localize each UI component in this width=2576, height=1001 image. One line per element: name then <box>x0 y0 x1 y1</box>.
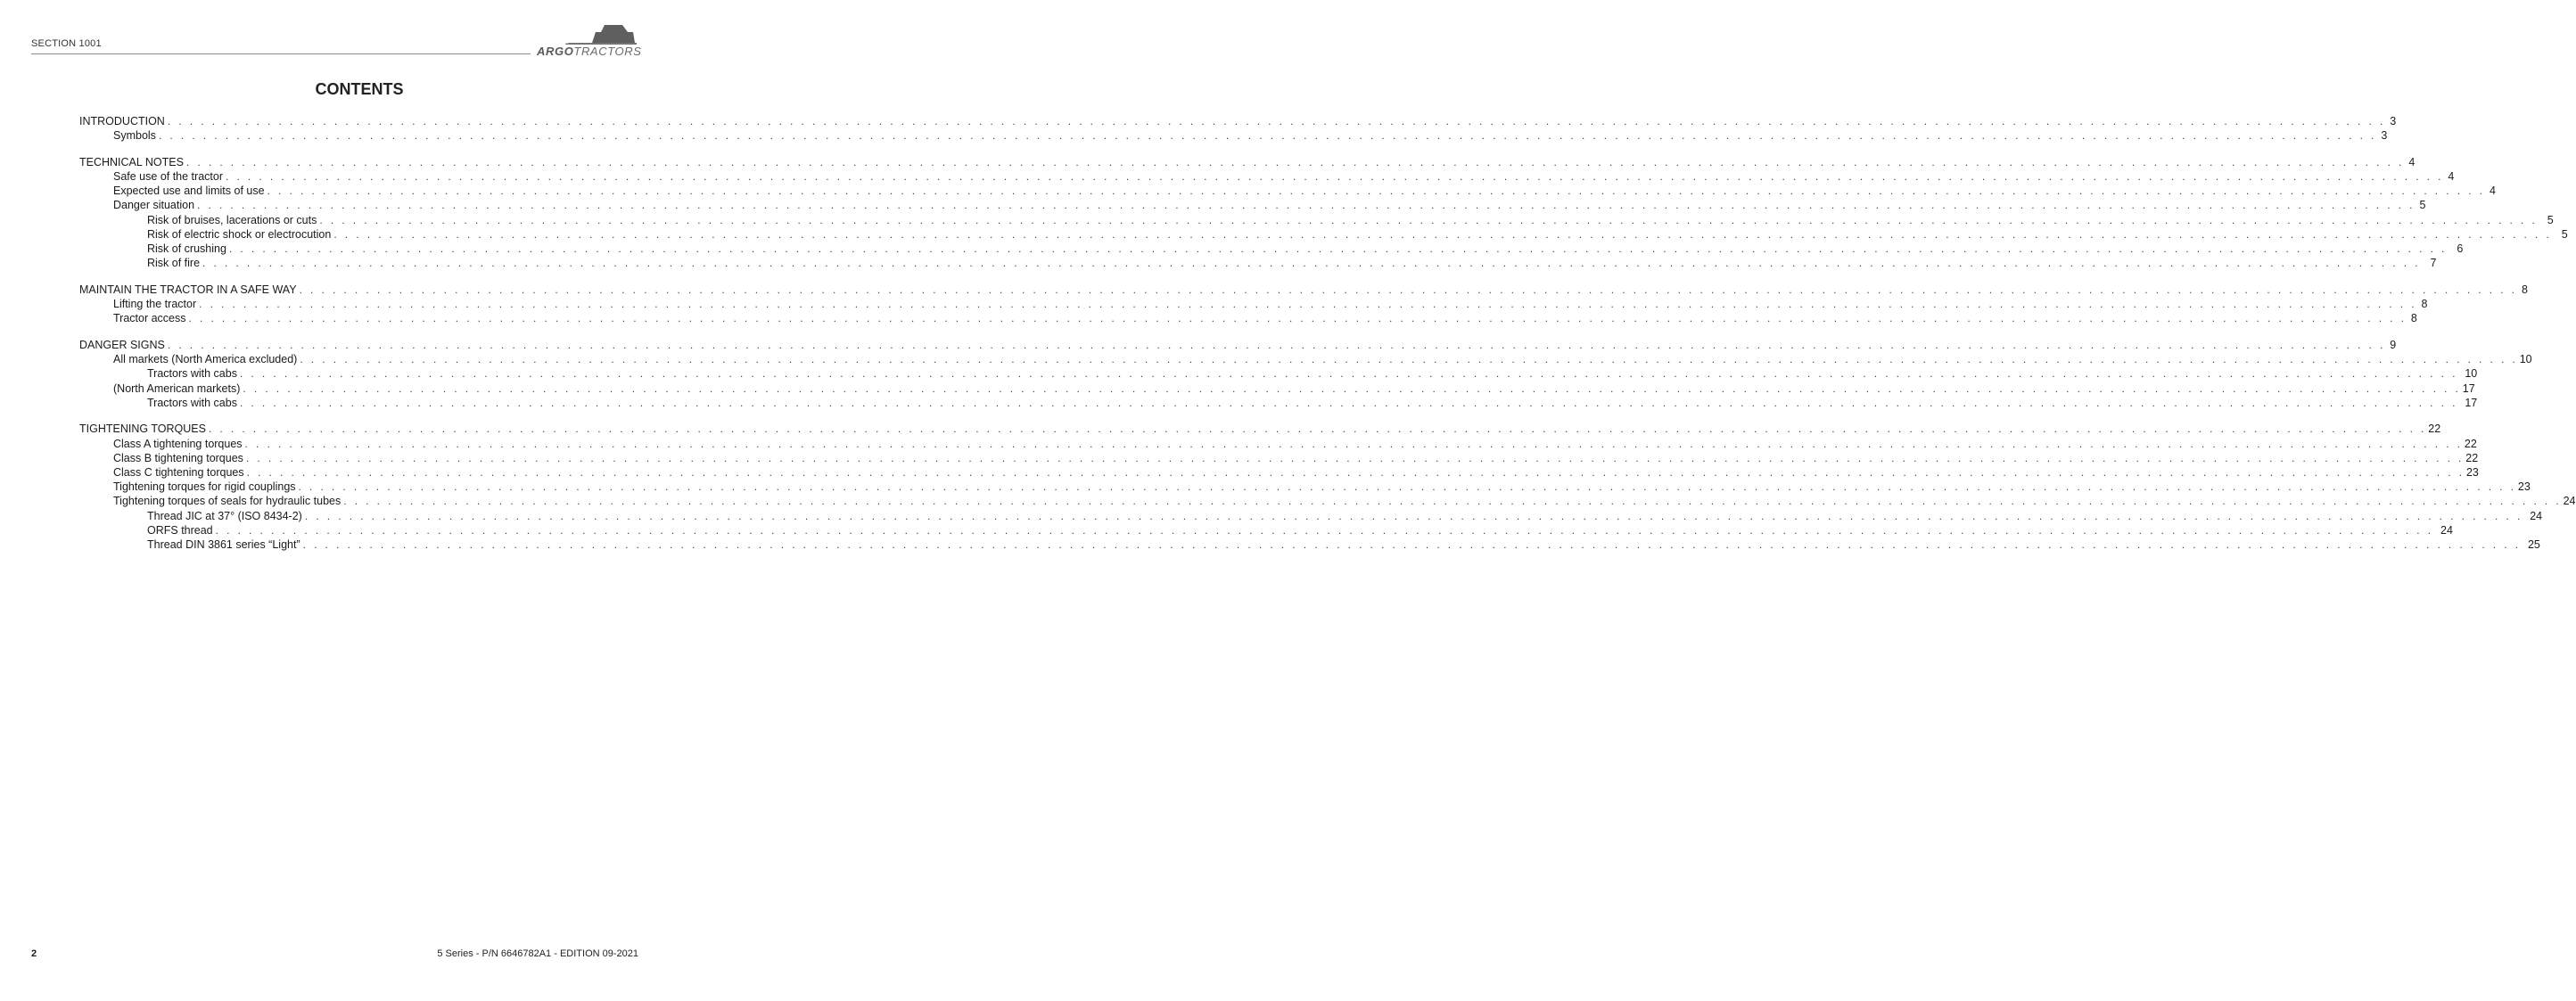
toc-dot-leader: . . . . . . . . . . . . . . . . . . . . . . . . . . . . . . . . . . . . . . . . . . . . . . . . . . . . . . . . . . . . . . . . . . . . . . . . . . . . . . . . . . . . . . . . . . . . . . . . . . . . . . . . . . . . . . . . . . . . . . . . . . . . . . . . . . . . . . . . . . . . . . . . . . . . . . . . . . . . . . . . . . . . . . . . . . . . . . . . . . . . . . . . . . . . . . . . . . . . . . . . <box>167 338 2386 351</box>
toc-dot-leader: . . . . . . . . . . . . . . . . . . . . . . . . . . . . . . . . . . . . . . . . . . . . . . . . . . . . . . . . . . . . . . . . . . . . . . . . . . . . . . . . . . . . . . . . . . . . . . . . . . . . . . . . . . . . . . . . . . . . . . . . . . . . . . . . . . . . . . . . . . . . . . . . . . . . . . . . . . . . . . . . . . . . . . . . . . . . . . . . . . . . . . . . . . . . . . . . . . . . . . . . <box>343 495 2562 508</box>
toc-page-number: 17 <box>2465 396 2478 409</box>
toc-page-number: 22 <box>2428 423 2441 436</box>
toc-entry[interactable] <box>79 465 2479 480</box>
toc-entry[interactable] <box>79 311 2417 325</box>
toc-dot-leader: . . . . . . . . . . . . . . . . . . . . . . . . . . . . . . . . . . . . . . . . . . . . . . . . . . . . . . . . . . . . . . . . . . . . . . . . . . . . . . . . . . . . . . . . . . . . . . . . . . . . . . . . . . . . . . . . . . . . . . . . . . . . . . . . . . . . . . . . . . . . . . . . . . . . . . . . . . . . . . . . . . . . . . . . . . . . . . . . . . . . . . . . . . . . . . . . . . . . . . . . <box>208 423 2427 436</box>
toc-entry-title: (North American markets) <box>113 382 241 395</box>
toc-entry[interactable] <box>79 227 2568 242</box>
page-title: CONTENTS <box>315 80 404 98</box>
table-of-contents <box>79 114 2576 552</box>
toc-page-number: 8 <box>2521 283 2528 296</box>
toc-entry-title: Lifting the tractor <box>113 298 197 311</box>
toc-dot-leader: . . . . . . . . . . . . . . . . . . . . . . . . . . . . . . . . . . . . . . . . . . . . . . . . . . . . . . . . . . . . . . . . . . . . . . . . . . . . . . . . . . . . . . . . . . . . . . . . . . . . . . . . . . . . . . . . . . . . . . . . . . . . . . . . . . . . . . . . . . . . . . . . . . . . . . . . . . . . . . . . . . . . . . . . . . . . . . . . . . . . . . . . . . . . . . . . . . . . . . . . <box>158 129 2377 143</box>
toc-page-number: 6 <box>2457 242 2464 255</box>
toc-entry[interactable] <box>79 198 2426 212</box>
toc-entry-title: Thread DIN 3861 series “Light” <box>147 537 300 551</box>
toc-page-number: 3 <box>2390 115 2397 127</box>
toc-entry[interactable] <box>79 213 2554 227</box>
toc-page-number: 9 <box>2390 338 2397 351</box>
toc-dot-leader: . . . . . . . . . . . . . . . . . . . . . . . . . . . . . . . . . . . . . . . . . . . . . . . . . . . . . . . . . . . . . . . . . . . . . . . . . . . . . . . . . . . . . . . . . . . . . . . . . . . . . . . . . . . . . . . . . . . . . . . . . . . . . . . . . . . . . . . . . . . . . . . . . . . . . . . . . . . . . . . . . . . . . . . . . . . . . . . . . . . . . . . . . . . . . . . . . . . . . . . . <box>188 312 2407 325</box>
toc-entry-title: TIGHTENING TORQUES <box>79 423 206 436</box>
toc-dot-leader: . . . . . . . . . . . . . . . . . . . . . . . . . . . . . . . . . . . . . . . . . . . . . . . . . . . . . . . . . . . . . . . . . . . . . . . . . . . . . . . . . . . . . . . . . . . . . . . . . . . . . . . . . . . . . . . . . . . . . . . . . . . . . . . . . . . . . . . . . . . . . . . . . . . . . . . . . . . . . . . . . . . . . . . . . . . . . . . . . . . . . . . . . . . . . . . . . . . . . . . . <box>304 509 2523 522</box>
toc-entry-title: Symbols <box>113 129 156 143</box>
toc-entry[interactable] <box>79 256 2437 270</box>
toc-entry[interactable] <box>79 283 2528 297</box>
toc-entry-title: MAINTAIN THE TRACTOR IN A SAFE WAY <box>79 283 297 296</box>
toc-dot-leader: . . . . . . . . . . . . . . . . . . . . . . . . . . . . . . . . . . . . . . . . . . . . . . . . . . . . . . . . . . . . . . . . . . . . . . . . . . . . . . . . . . . . . . . . . . . . . . . . . . . . . . . . . . . . . . . . . . . . . . . . . . . . . . . . . . . . . . . . . . . . . . . . . . . . . . . . . . . . . . . . . . . . . . . . . . . . . . . . . . . . . . . . . . . . . . . . . . . . . . . . <box>199 298 2417 311</box>
toc-entry-title: Class B tightening torques <box>113 451 243 464</box>
toc-page-number: 23 <box>2517 480 2531 494</box>
toc-entry-title: TECHNICAL NOTES <box>79 155 184 168</box>
toc-dot-leader: . . . . . . . . . . . . . . . . . . . . . . . . . . . . . . . . . . . . . . . . . . . . . . . . . . . . . . . . . . . . . . . . . . . . . . . . . . . . . . . . . . . . . . . . . . . . . . . . . . . . . . . . . . . . . . . . . . . . . . . . . . . . . . . . . . . . . . . . . . . . . . . . . . . . . . . . . . . . . . . . . . . . . . . . . . . . . . . . . . . . . . . . . . . . . . . . . . . . . . . . <box>244 437 2463 450</box>
toc-entry[interactable] <box>79 169 2455 184</box>
toc-entry[interactable] <box>79 338 2397 352</box>
toc-page-number: 3 <box>2381 129 2388 143</box>
toc-page-number: 5 <box>2561 227 2568 241</box>
header-divider <box>31 53 531 54</box>
toc-entry[interactable] <box>79 366 2478 381</box>
toc-entry-title: Tightening torques for rigid couplings <box>113 480 296 494</box>
toc-entry-title: Expected use and limits of use <box>113 185 265 198</box>
toc-dot-leader: . . . . . . . . . . . . . . . . . . . . . . . . . . . . . . . . . . . . . . . . . . . . . . . . . . . . . . . . . . . . . . . . . . . . . . . . . . . . . . . . . . . . . . . . . . . . . . . . . . . . . . . . . . . . . . . . . . . . . . . . . . . . . . . . . . . . . . . . . . . . . . . . . . . . . . . . . . . . . . . . . . . . . . . . . . . . . . . . . . . . . . . . . . . . . . . . . . . . . . . . <box>298 480 2516 494</box>
document-info: 5 Series - P/N 6646782A1 - EDITION 09-2021 <box>437 948 638 959</box>
toc-page-number: 7 <box>2430 257 2437 270</box>
toc-entry-title: Thread JIC at 37° (ISO 8434-2) <box>147 509 302 522</box>
toc-entry-title: Class C tightening torques <box>113 465 244 479</box>
toc-dot-leader: . . . . . . . . . . . . . . . . . . . . . . . . . . . . . . . . . . . . . . . . . . . . . . . . . . . . . . . . . . . . . . . . . . . . . . . . . . . . . . . . . . . . . . . . . . . . . . . . . . . . . . . . . . . . . . . . . . . . . . . . . . . . . . . . . . . . . . . . . . . . . . . . . . . . . . . . . . . . . . . . . . . . . . . . . . . . . . . . . . . . . . . . . . . . . . . . . . . . . . . . <box>185 155 2405 168</box>
toc-dot-leader: . . . . . . . . . . . . . . . . . . . . . . . . . . . . . . . . . . . . . . . . . . . . . . . . . . . . . . . . . . . . . . . . . . . . . . . . . . . . . . . . . . . . . . . . . . . . . . . . . . . . . . . . . . . . . . . . . . . . . . . . . . . . . . . . . . . . . . . . . . . . . . . . . . . . . . . . . . . . . . . . . . . . . . . . . . . . . . . . . . . . . . . . . . . . . . . . . . . . . . . . <box>226 170 2444 184</box>
toc-entry[interactable] <box>79 480 2531 494</box>
toc-page-number: 22 <box>2464 437 2477 450</box>
toc-dot-leader: . . . . . . . . . . . . . . . . . . . . . . . . . . . . . . . . . . . . . . . . . . . . . . . . . . . . . . . . . . . . . . . . . . . . . . . . . . . . . . . . . . . . . . . . . . . . . . . . . . . . . . . . . . . . . . . . . . . . . . . . . . . . . . . . . . . . . . . . . . . . . . . . . . . . . . . . . . . . . . . . . . . . . . . . . . . . . . . . . . . . . . . . . . . . . . . . . . . . . . . . <box>300 353 2518 366</box>
toc-dot-leader: . . . . . . . . . . . . . . . . . . . . . . . . . . . . . . . . . . . . . . . . . . . . . . . . . . . . . . . . . . . . . . . . . . . . . . . . . . . . . . . . . . . . . . . . . . . . . . . . . . . . . . . . . . . . . . . . . . . . . . . . . . . . . . . . . . . . . . . . . . . . . . . . . . . . . . . . . . . . . . . . . . . . . . . . . . . . . . . . . . . . . . . . . . . . . . . . . . . . . . . . <box>239 396 2458 409</box>
toc-dot-leader: . . . . . . . . . . . . . . . . . . . . . . . . . . . . . . . . . . . . . . . . . . . . . . . . . . . . . . . . . . . . . . . . . . . . . . . . . . . . . . . . . . . . . . . . . . . . . . . . . . . . . . . . . . . . . . . . . . . . . . . . . . . . . . . . . . . . . . . . . . . . . . . . . . . . . . . . . . . . . . . . . . . . . . . . . . . . . . . . . . . . . . . . . . . . . . . . . . . . . . . . <box>319 213 2538 226</box>
toc-dot-leader: . . . . . . . . . . . . . . . . . . . . . . . . . . . . . . . . . . . . . . . . . . . . . . . . . . . . . . . . . . . . . . . . . . . . . . . . . . . . . . . . . . . . . . . . . . . . . . . . . . . . . . . . . . . . . . . . . . . . . . . . . . . . . . . . . . . . . . . . . . . . . . . . . . . . . . . . . . . . . . . . . . . . . . . . . . . . . . . . . . . . . . . . . . . . . . . . . . . . . . . . <box>267 185 2485 198</box>
logo-wordmark-bold: ARGO <box>537 45 574 58</box>
toc-page-number: 10 <box>2519 353 2532 366</box>
toc-page-number: 23 <box>2465 465 2479 479</box>
toc-entry[interactable] <box>79 114 2397 128</box>
logo-wordmark-light: TRACTORS <box>573 45 642 58</box>
toc-entry-title: Risk of bruises, lacerations or cuts <box>147 213 317 226</box>
toc-dot-leader: . . . . . . . . . . . . . . . . . . . . . . . . . . . . . . . . . . . . . . . . . . . . . . . . . . . . . . . . . . . . . . . . . . . . . . . . . . . . . . . . . . . . . . . . . . . . . . . . . . . . . . . . . . . . . . . . . . . . . . . . . . . . . . . . . . . . . . . . . . . . . . . . . . . . . . . . . . . . . . . . . . . . . . . . . . . . . . . . . . . . . . . . . . . . . . . . . . . . . . . . <box>333 227 2552 241</box>
section-label: SECTION 1001 <box>31 38 102 49</box>
toc-entry[interactable] <box>79 297 2428 311</box>
toc-page-number: 24 <box>2440 523 2453 537</box>
toc-entry[interactable] <box>79 242 2464 256</box>
toc-entry-title: All markets (North America excluded) <box>113 353 298 366</box>
toc-entry-title: DANGER SIGNS <box>79 338 165 351</box>
toc-entry-title: ORFS thread <box>147 523 213 537</box>
toc-page-number: 24 <box>2530 509 2543 522</box>
toc-entry-title: Risk of fire <box>147 257 201 270</box>
toc-entry[interactable] <box>79 451 2479 465</box>
toc-page-number: 4 <box>2489 185 2496 198</box>
toc-page-number: 24 <box>2563 495 2576 508</box>
toc-entry[interactable] <box>79 494 2576 508</box>
toc-entry-title: Tractors with cabs <box>147 396 237 409</box>
toc-entry[interactable] <box>79 184 2496 198</box>
toc-dot-leader: . . . . . . . . . . . . . . . . . . . . . . . . . . . . . . . . . . . . . . . . . . . . . . . . . . . . . . . . . . . . . . . . . . . . . . . . . . . . . . . . . . . . . . . . . . . . . . . . . . . . . . . . . . . . . . . . . . . . . . . . . . . . . . . . . . . . . . . . . . . . . . . . . . . . . . . . . . . . . . . . . . . . . . . . . . . . . . . . . . . . . . . . . . . . . . . . . . . . . . . . <box>197 199 2416 212</box>
toc-entry-title: Risk of electric shock or electrocution <box>147 227 332 241</box>
toc-entry-title: Tractors with cabs <box>147 367 237 381</box>
toc-entry[interactable] <box>79 509 2543 523</box>
toc-dot-leader: . . . . . . . . . . . . . . . . . . . . . . . . . . . . . . . . . . . . . . . . . . . . . . . . . . . . . . . . . . . . . . . . . . . . . . . . . . . . . . . . . . . . . . . . . . . . . . . . . . . . . . . . . . . . . . . . . . . . . . . . . . . . . . . . . . . . . . . . . . . . . . . . . . . . . . . . . . . . . . . . . . . . . . . . . . . . . . . . . . . . . . . . . . . . . . . . . . . . . . . . <box>202 257 2421 270</box>
toc-page-number: 4 <box>2448 170 2455 184</box>
toc-dot-leader: . . . . . . . . . . . . . . . . . . . . . . . . . . . . . . . . . . . . . . . . . . . . . . . . . . . . . . . . . . . . . . . . . . . . . . . . . . . . . . . . . . . . . . . . . . . . . . . . . . . . . . . . . . . . . . . . . . . . . . . . . . . . . . . . . . . . . . . . . . . . . . . . . . . . . . . . . . . . . . . . . . . . . . . . . . . . . . . . . . . . . . . . . . . . . . . . . . . . . . . . <box>228 242 2448 255</box>
toc-entry[interactable] <box>79 128 2388 143</box>
toc-page-number: 10 <box>2465 367 2478 381</box>
toc-page-number: 8 <box>2421 298 2428 311</box>
toc-page-number: 25 <box>2527 537 2540 551</box>
toc-entry-title: Class A tightening torques <box>113 437 243 450</box>
toc-entry[interactable] <box>79 396 2478 410</box>
toc-dot-leader: . . . . . . . . . . . . . . . . . . . . . . . . . . . . . . . . . . . . . . . . . . . . . . . . . . . . . . . . . . . . . . . . . . . . . . . . . . . . . . . . . . . . . . . . . . . . . . . . . . . . . . . . . . . . . . . . . . . . . . . . . . . . . . . . . . . . . . . . . . . . . . . . . . . . . . . . . . . . . . . . . . . . . . . . . . . . . . . . . . . . . . . . . . . . . . . . . . . . . . . . <box>243 382 2461 395</box>
toc-entry[interactable] <box>79 523 2453 537</box>
toc-dot-leader: . . . . . . . . . . . . . . . . . . . . . . . . . . . . . . . . . . . . . . . . . . . . . . . . . . . . . . . . . . . . . . . . . . . . . . . . . . . . . . . . . . . . . . . . . . . . . . . . . . . . . . . . . . . . . . . . . . . . . . . . . . . . . . . . . . . . . . . . . . . . . . . . . . . . . . . . . . . . . . . . . . . . . . . . . . . . . . . . . . . . . . . . . . . . . . . . . . . . . . . . <box>245 451 2465 464</box>
toc-dot-leader: . . . . . . . . . . . . . . . . . . . . . . . . . . . . . . . . . . . . . . . . . . . . . . . . . . . . . . . . . . . . . . . . . . . . . . . . . . . . . . . . . . . . . . . . . . . . . . . . . . . . . . . . . . . . . . . . . . . . . . . . . . . . . . . . . . . . . . . . . . . . . . . . . . . . . . . . . . . . . . . . . . . . . . . . . . . . . . . . . . . . . . . . . . . . . . . . . . . . . . . . <box>215 523 2433 537</box>
toc-dot-leader: . . . . . . . . . . . . . . . . . . . . . . . . . . . . . . . . . . . . . . . . . . . . . . . . . . . . . . . . . . . . . . . . . . . . . . . . . . . . . . . . . . . . . . . . . . . . . . . . . . . . . . . . . . . . . . . . . . . . . . . . . . . . . . . . . . . . . . . . . . . . . . . . . . . . . . . . . . . . . . . . . . . . . . . . . . . . . . . . . . . . . . . . . . . . . . . . . . . . . . . . <box>246 465 2465 479</box>
toc-dot-leader: . . . . . . . . . . . . . . . . . . . . . . . . . . . . . . . . . . . . . . . . . . . . . . . . . . . . . . . . . . . . . . . . . . . . . . . . . . . . . . . . . . . . . . . . . . . . . . . . . . . . . . . . . . . . . . . . . . . . . . . . . . . . . . . . . . . . . . . . . . . . . . . . . . . . . . . . . . . . . . . . . . . . . . . . . . . . . . . . . . . . . . . . . . . . . . . . . . . . . . . . <box>167 115 2386 127</box>
argo-tractors-logo <box>531 21 642 59</box>
toc-entry-title: Tightening torques of seals for hydraulic tubes <box>113 495 342 508</box>
toc-page-number: 5 <box>2419 199 2426 212</box>
toc-page-number: 4 <box>2408 155 2416 168</box>
toc-dot-leader: . . . . . . . . . . . . . . . . . . . . . . . . . . . . . . . . . . . . . . . . . . . . . . . . . . . . . . . . . . . . . . . . . . . . . . . . . . . . . . . . . . . . . . . . . . . . . . . . . . . . . . . . . . . . . . . . . . . . . . . . . . . . . . . . . . . . . . . . . . . . . . . . . . . . . . . . . . . . . . . . . . . . . . . . . . . . . . . . . . . . . . . . . . . . . . . . . . . . . . . . <box>239 367 2458 381</box>
toc-page-number: 22 <box>2465 451 2479 464</box>
page-number: 2 <box>31 948 37 959</box>
toc-dot-leader: . . . . . . . . . . . . . . . . . . . . . . . . . . . . . . . . . . . . . . . . . . . . . . . . . . . . . . . . . . . . . . . . . . . . . . . . . . . . . . . . . . . . . . . . . . . . . . . . . . . . . . . . . . . . . . . . . . . . . . . . . . . . . . . . . . . . . . . . . . . . . . . . . . . . . . . . . . . . . . . . . . . . . . . . . . . . . . . . . . . . . . . . . . . . . . . . . . . . . . . . <box>302 537 2521 551</box>
toc-entry-title: INTRODUCTION <box>79 115 165 127</box>
toc-entry[interactable] <box>79 352 2532 366</box>
toc-entry[interactable] <box>79 155 2416 169</box>
toc-entry[interactable] <box>79 422 2441 436</box>
toc-entry[interactable] <box>79 382 2475 396</box>
toc-entry[interactable] <box>79 537 2540 552</box>
toc-entry-title: Risk of crushing <box>147 242 226 255</box>
toc-entry[interactable] <box>79 437 2477 451</box>
toc-entry-title: Tractor access <box>113 312 186 325</box>
toc-entry-title: Danger situation <box>113 199 195 212</box>
toc-dot-leader: . . . . . . . . . . . . . . . . . . . . . . . . . . . . . . . . . . . . . . . . . . . . . . . . . . . . . . . . . . . . . . . . . . . . . . . . . . . . . . . . . . . . . . . . . . . . . . . . . . . . . . . . . . . . . . . . . . . . . . . . . . . . . . . . . . . . . . . . . . . . . . . . . . . . . . . . . . . . . . . . . . . . . . . . . . . . . . . . . . . . . . . . . . . . . . . . . . . . . . . . <box>299 283 2517 296</box>
toc-entry-title: Safe use of the tractor <box>113 170 223 184</box>
toc-page-number: 5 <box>2547 213 2554 226</box>
toc-page-number: 8 <box>2410 312 2417 325</box>
toc-page-number: 17 <box>2462 382 2475 395</box>
tractor-cab-icon <box>565 21 637 45</box>
